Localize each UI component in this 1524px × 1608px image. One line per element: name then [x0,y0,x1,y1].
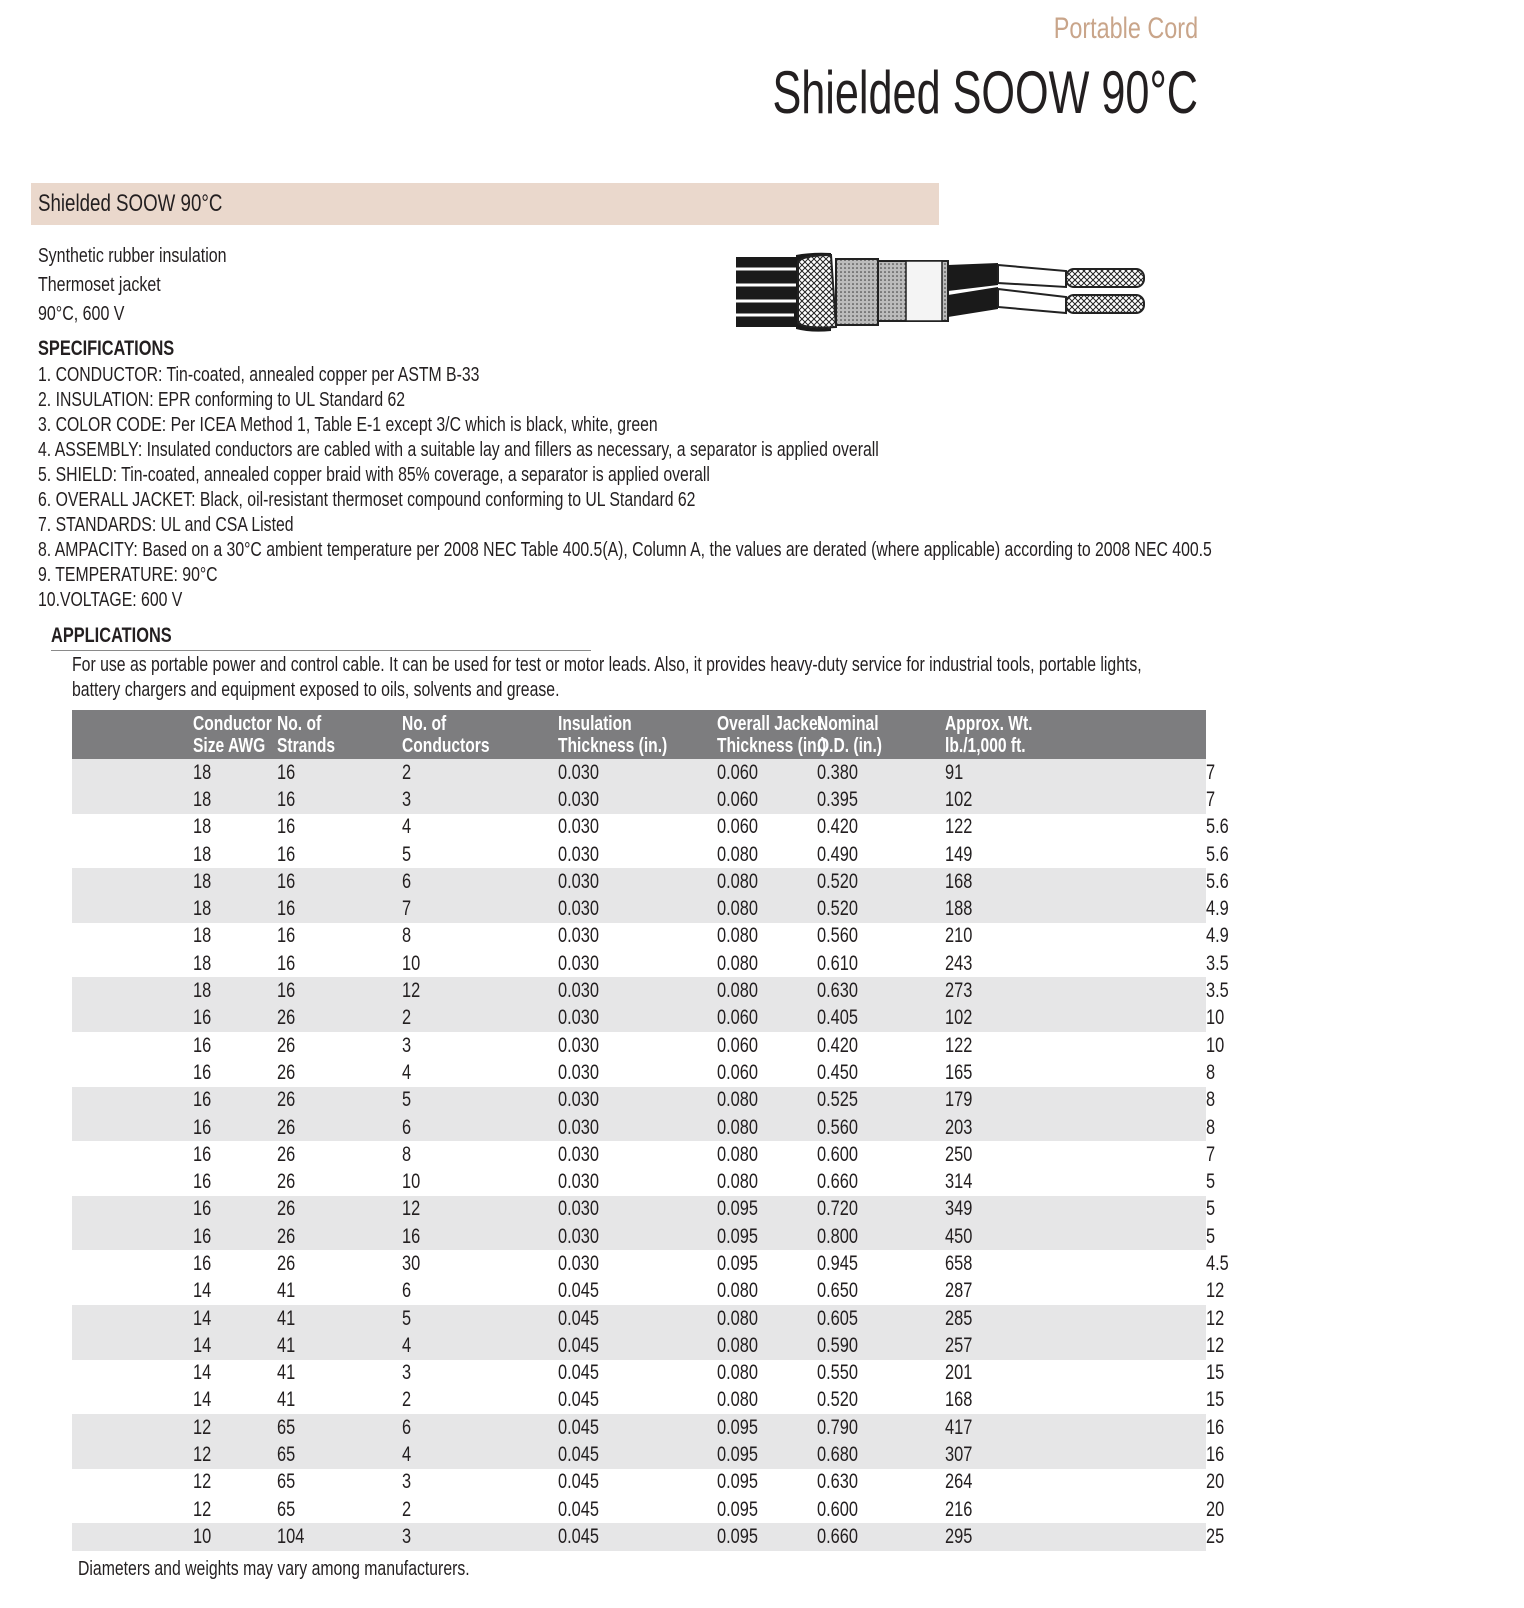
table-cell: 18 [193,977,277,1004]
table-cell: 0.945 [817,1251,858,1275]
table-cell: 0.030 [558,1142,599,1166]
category-label: Portable Cord [1053,12,1198,45]
table-row-spacer [72,1332,193,1359]
table-cell: 285 [945,1305,1206,1332]
table-cell: 18 [193,759,277,786]
table-cell: 3 [402,786,558,813]
table-cell: 16 [193,1060,212,1084]
table-cell: 0.490 [817,842,858,866]
table-cell: 122 [945,1033,973,1057]
table-cell: 7 [402,895,558,922]
table-cell: 2 [402,1497,412,1521]
table-row: 14 41 6 0.045 0.080 0.650 287 12 [72,1278,1206,1305]
table-cell: 16 [277,951,296,975]
table-cell: 16 [193,1223,277,1250]
table-cell: 16 [193,1033,212,1057]
table-cell: 16 [193,1087,277,1114]
table-cell: 104 [277,1523,402,1550]
table-row: 14 41 4 0.045 0.080 0.590 257 12 [72,1332,1206,1359]
table-cell: 0.030 [558,868,717,895]
table-cell: 16 [277,759,402,786]
table-row: 18 16 7 0.030 0.080 0.520 188 4.9 [72,895,1206,922]
table-row: 14 41 5 0.045 0.080 0.605 285 12 [72,1305,1206,1332]
spec-item: 3. COLOR CODE: Per ICEA Method 1, Table E-1 except 3/C which is black, white, green [38,414,658,436]
table-cell: 5 [402,1087,558,1114]
feature-line: 90°C, 600 V [38,303,125,325]
table-cell: 0.030 [558,951,599,975]
table-cell: 26 [277,1087,402,1114]
table-cell: 26 [277,1005,402,1032]
cable-spec-table [72,710,1229,1551]
table-cell: 6 [402,1114,558,1141]
table-cell: 10 [193,1523,277,1550]
table-cell: 0.650 [817,1279,858,1303]
table-cell: 4 [402,1441,558,1468]
table-cell: 14 [193,1279,212,1303]
table-cell: 0.060 [717,786,817,813]
table-cell: 0.045 [558,1361,599,1385]
table-cell: 18 [193,842,212,866]
table-row: 16 26 4 0.030 0.060 0.450 165 8 [72,1059,1206,1086]
table-cell: 3 [402,1470,412,1494]
applications-heading: APPLICATIONS [51,624,172,647]
table-cell: 0.080 [717,1361,758,1385]
table-row: 18 16 10 0.030 0.080 0.610 243 3.5 [72,950,1206,977]
table-cell: 0.030 [558,977,717,1004]
table-cell: 0.405 [817,1005,945,1032]
table-cell: 14 [193,1305,277,1332]
table-cell: 168 [945,868,1206,895]
table-cell: 0.045 [558,1523,717,1550]
table-row-spacer [72,1168,193,1195]
table-cell: 203 [945,1114,1206,1141]
table-cell: 0.080 [717,868,817,895]
table-cell: 0.030 [558,1087,717,1114]
table-cell: 0.095 [717,1196,817,1223]
table-cell: 0.395 [817,786,945,813]
table-cell: 0.060 [717,1060,758,1084]
table-cell: 188 [945,895,1206,922]
table-cell: 149 [945,842,973,866]
specifications-list [38,364,1524,614]
table-cell: 0.520 [817,895,945,922]
table-cell: 16 [193,1114,277,1141]
table-cell: 122 [945,815,973,839]
table-header-spacer [72,710,193,759]
table-cell: 0.080 [717,951,758,975]
table-row: 16 26 30 0.030 0.095 0.945 658 4.5 [72,1250,1206,1277]
table-cell: 16 [193,1170,212,1194]
table-cell: 26 [277,1114,402,1141]
table-cell: 0.060 [717,1033,758,1057]
table-row-spacer [72,1441,193,1468]
table-cell: 0.550 [817,1361,858,1385]
table-row-spacer [72,786,193,813]
table-cell: 3 [402,1523,558,1550]
table-cell: 0.660 [817,1523,945,1550]
table-cell: 210 [945,924,973,948]
table-row-spacer [72,814,193,841]
footnote: Diameters and weights may vary among manufacturers. [78,1558,470,1580]
table-row-spacer [72,895,193,922]
table-cell: 179 [945,1087,1206,1114]
table-cell: 6 [402,868,558,895]
table-row-spacer [72,977,193,1004]
table-row-spacer [72,950,193,977]
table-cell: 0.060 [717,759,817,786]
table-cell: 0.450 [817,1060,858,1084]
table-cell: 0.030 [558,842,599,866]
spec-item: 8. AMPACITY: Based on a 30°C ambient temperature per 2008 NEC Table 400.5(A), Column A, the values are derated (where applicable) according to 2008 NEC 400.5 [38,539,1212,561]
table-cell: 287 [945,1279,973,1303]
table-cell: 8 [402,1142,412,1166]
table-cell: 314 [945,1170,973,1194]
table-cell: 0.600 [817,1497,858,1521]
table-row-spacer [72,868,193,895]
table-cell: 14 [193,1332,277,1359]
table-cell: 0.095 [717,1251,758,1275]
table-row: 16 26 5 0.030 0.080 0.525 179 8 [72,1087,1206,1114]
column-header: No. of Conductors [402,710,558,759]
column-header: Insulation Thickness (in.) [558,710,717,759]
spec-item: 10.VOLTAGE: 600 V [38,589,183,611]
table-cell: 16 [277,924,296,948]
table-cell: 18 [193,951,212,975]
table-cell: 0.560 [817,1114,945,1141]
table-cell: 0.045 [558,1497,599,1521]
table-row: 16 26 8 0.030 0.080 0.600 250 7 [72,1141,1206,1168]
table-cell: 91 [945,759,1206,786]
table-cell: 2 [402,1388,412,1412]
table-row: 12 65 3 0.045 0.095 0.630 264 20 [72,1469,1206,1496]
table-cell: 16 [277,977,402,1004]
table-cell: 16 [277,895,402,922]
table-cell: 0.045 [558,1305,717,1332]
table-cell: 41 [277,1361,296,1385]
table-cell: 0.045 [558,1414,717,1441]
column-header: Conductor Size AWG [193,710,277,759]
table-cell: 0.080 [717,1279,758,1303]
table-cell: 0.790 [817,1414,945,1441]
table-cell: 0.520 [817,1388,858,1412]
table-cell: 16 [193,1005,277,1032]
table-row-spacer [72,1278,193,1305]
table-row-spacer [72,1005,193,1032]
table-cell: 18 [193,786,277,813]
table-row: 16 26 12 0.030 0.095 0.720 349 5 [72,1196,1206,1223]
table-cell: 18 [193,895,277,922]
table-cell: 12 [193,1470,212,1494]
table-cell: 4 [402,1060,412,1084]
table-cell: 0.560 [817,924,858,948]
table-cell: 0.045 [558,1441,717,1468]
applications-divider [51,650,591,651]
table-cell: 0.080 [717,1170,758,1194]
table-cell: 0.095 [717,1523,817,1550]
table-cell: 65 [277,1470,296,1494]
table-cell: 0.045 [558,1388,599,1412]
column-header: Overall Jacket Thickness (in.) [717,710,817,759]
table-cell: 41 [277,1332,402,1359]
table-cell: 0.030 [558,1005,717,1032]
spec-item: 6. OVERALL JACKET: Black, oil-resistant thermoset compound conforming to UL Standard 62 [38,489,696,511]
table-cell: 0.095 [717,1441,817,1468]
table-row-spacer [72,1414,193,1441]
table-cell: 4 [402,815,412,839]
table-cell: 12 [193,1441,277,1468]
spec-item: 5. SHIELD: Tin-coated, annealed copper braid with 85% coverage, a separator is applied overall [38,464,710,486]
table-row-spacer [72,1496,193,1523]
table-cell: 16 [277,868,402,895]
table-row: 14 41 2 0.045 0.080 0.520 168 15 [72,1387,1206,1414]
table-cell: 0.030 [558,759,717,786]
table-cell: 102 [945,1005,1206,1032]
table-row-spacer [72,759,193,786]
table-cell: 658 [945,1251,973,1275]
table-cell: 5 [402,1305,558,1332]
table-cell: 0.095 [717,1470,758,1494]
table-cell: 16 [402,1223,558,1250]
table-cell: 295 [945,1523,1206,1550]
table-cell: 26 [277,1033,296,1057]
table-cell: 0.600 [817,1142,858,1166]
table-row-spacer [72,1360,193,1387]
table-cell: 6 [402,1279,412,1303]
table-cell: 0.030 [558,1114,717,1141]
table-row-spacer [72,1523,193,1550]
table-cell: 243 [945,951,973,975]
table-cell: 0.080 [717,842,758,866]
cable-cutaway-illustration [736,247,1166,337]
spec-item: 4. ASSEMBLY: Insulated conductors are cabled with a suitable lay and fillers as necessary, a separator is applied overall [38,439,879,461]
table-cell: 257 [945,1332,1206,1359]
table-cell: 12 [193,1497,212,1521]
table-cell: 0.095 [717,1223,817,1250]
table-cell: 3 [402,1033,412,1057]
table-cell: 0.030 [558,1251,599,1275]
applications-text: For use as portable power and control cable. It can be used for test or motor leads. Also, it provides heavy-duty service for industrial tools, portable lights, battery chargers and equipment exposed to oils, solvents and grease. [72,654,1142,701]
table-row: 18 16 2 0.030 0.060 0.380 91 7 [72,759,1206,786]
table-cell: 3 [402,1361,412,1385]
table-cell: 16 [193,1251,212,1275]
table-cell: 4 [402,1332,558,1359]
table-row: 16 26 3 0.030 0.060 0.420 122 10 [72,1032,1206,1059]
table-row: 10 104 3 0.045 0.095 0.660 295 25 [72,1523,1206,1550]
table-cell: 0.605 [817,1305,945,1332]
spec-item: 7. STANDARDS: UL and CSA Listed [38,514,294,536]
table-cell: 0.080 [717,1087,817,1114]
table-row-spacer [72,1059,193,1086]
table-cell: 0.080 [717,1305,817,1332]
spec-item: 2. INSULATION: EPR conforming to UL Standard 62 [38,389,406,411]
table-cell: 0.080 [717,1388,758,1412]
table-cell: 5 [402,842,412,866]
table-row: 12 65 4 0.045 0.095 0.680 307 16 [72,1441,1206,1468]
table-cell: 0.095 [717,1497,758,1521]
table-row-spacer [72,841,193,868]
table-cell: 10 [402,1170,421,1194]
table-cell: 41 [277,1388,296,1412]
table-cell: 0.045 [558,1279,599,1303]
table-cell: 102 [945,786,1206,813]
table-cell: 0.720 [817,1196,945,1223]
table-row-spacer [72,1250,193,1277]
table-cell: 0.800 [817,1223,945,1250]
table-cell: 26 [277,1196,402,1223]
page-title: Shielded SOOW 90°C [772,59,1198,126]
table-cell: 168 [945,1388,973,1412]
table-cell: 349 [945,1196,1206,1223]
table-row: 16 26 6 0.030 0.080 0.560 203 8 [72,1114,1206,1141]
table-row-spacer [72,1087,193,1114]
table-cell: 10 [402,951,421,975]
column-header: Approx. Wt. lb./1,000 ft. [945,710,1206,759]
table-cell: 26 [277,1170,296,1194]
table-row: 16 26 16 0.030 0.095 0.800 450 5 [72,1223,1206,1250]
table-row-spacer [72,1387,193,1414]
table-cell: 14 [193,1361,212,1385]
table-cell: 12 [193,1414,277,1441]
table-row: 18 16 5 0.030 0.080 0.490 149 5.6 [72,841,1206,868]
table-row-spacer [72,1223,193,1250]
column-header: Nominal O.D. (in.) [817,710,945,759]
table-cell: 0.045 [558,1332,717,1359]
table-cell: 0.610 [817,951,858,975]
table-row: 18 16 4 0.030 0.060 0.420 122 5.6 [72,814,1206,841]
table-cell: 0.030 [558,1170,599,1194]
table-cell: 0.080 [717,895,817,922]
table-row: 12 65 6 0.045 0.095 0.790 417 16 [72,1414,1206,1441]
table-cell: 0.030 [558,1033,599,1057]
table-row: 14 41 3 0.045 0.080 0.550 201 15 [72,1360,1206,1387]
table-cell: 18 [193,815,212,839]
table-cell: 0.045 [558,1470,599,1494]
table-cell: 0.525 [817,1087,945,1114]
table-row-spacer [72,1305,193,1332]
table-cell: 0.420 [817,815,858,839]
table-cell: 26 [277,1142,296,1166]
table-cell: 0.630 [817,977,945,1004]
table-cell: 12 [402,1196,558,1223]
section-title-bar [31,183,939,225]
table-cell: 65 [277,1441,402,1468]
table-cell: 26 [277,1251,296,1275]
feature-line: Synthetic rubber insulation [38,245,227,267]
table-cell: 26 [277,1060,296,1084]
table-row-spacer [72,923,193,950]
column-header: No. of Strands [277,710,402,759]
table-cell: 0.030 [558,1196,717,1223]
table-cell: 0.420 [817,1033,858,1057]
table-header-row [72,710,1206,759]
table-cell: 0.030 [558,924,599,948]
table-cell: 18 [193,924,212,948]
table-cell: 41 [277,1305,402,1332]
table-cell: 2 [402,759,558,786]
table-cell: 16 [277,842,296,866]
table-cell: 16 [193,1196,277,1223]
table-cell: 307 [945,1441,1206,1468]
table-row-spacer [72,1469,193,1496]
table-cell: 250 [945,1142,973,1166]
table-cell: 0.030 [558,895,717,922]
table-cell: 201 [945,1361,973,1385]
table-row-spacer [72,1032,193,1059]
section-title: Shielded SOOW 90°C [38,190,223,217]
table-cell: 0.030 [558,815,599,839]
table-cell: 0.080 [717,977,817,1004]
table-cell: 8 [402,924,412,948]
table-cell: 0.080 [717,924,758,948]
table-cell: 0.060 [717,815,758,839]
table-cell: 273 [945,977,1206,1004]
spec-item: 1. CONDUCTOR: Tin-coated, annealed copper per ASTM B-33 [38,364,480,386]
table-cell: 0.095 [717,1414,817,1441]
table-cell: 0.590 [817,1332,945,1359]
specifications-heading: SPECIFICATIONS [38,337,175,360]
table-row: 12 65 2 0.045 0.095 0.600 216 20 [72,1496,1206,1523]
feature-line: Thermoset jacket [38,274,161,296]
table-cell: 65 [277,1497,296,1521]
table-cell: 0.030 [558,786,717,813]
table-cell: 417 [945,1414,1206,1441]
table-row: 18 16 3 0.030 0.060 0.395 102 7 [72,786,1206,813]
table-cell: 30 [402,1251,421,1275]
table-cell: 0.660 [817,1170,858,1194]
table-cell: 0.060 [717,1005,817,1032]
table-cell: 16 [277,815,296,839]
table-cell: 12 [402,977,558,1004]
table-cell: 26 [277,1223,402,1250]
table-row: 18 16 12 0.030 0.080 0.630 273 3.5 [72,977,1206,1004]
table-cell: 0.380 [817,759,945,786]
table-row: 16 26 2 0.030 0.060 0.405 102 10 [72,1005,1206,1032]
table-cell: 165 [945,1060,973,1084]
table-cell: 0.030 [558,1223,717,1250]
table-row: 16 26 10 0.030 0.080 0.660 314 5 [72,1168,1206,1195]
table-cell: 0.030 [558,1060,599,1084]
spec-item: 9. TEMPERATURE: 90°C [38,564,218,586]
table-cell: 0.520 [817,868,945,895]
table-cell: 2 [402,1005,558,1032]
table-cell: 264 [945,1470,973,1494]
table-cell: 18 [193,868,277,895]
table-cell: 16 [277,786,402,813]
table-cell: 0.080 [717,1114,817,1141]
table-cell: 0.630 [817,1470,858,1494]
table-row: 18 16 6 0.030 0.080 0.520 168 5.6 [72,868,1206,895]
table-cell: 41 [277,1279,296,1303]
table-cell: 216 [945,1497,973,1521]
table-cell: 6 [402,1414,558,1441]
table-cell: 0.080 [717,1142,758,1166]
table-cell: 65 [277,1414,402,1441]
table-cell: 0.080 [717,1332,817,1359]
table-row: 18 16 8 0.030 0.080 0.560 210 4.9 [72,923,1206,950]
table-cell: 0.680 [817,1441,945,1468]
table-row-spacer [72,1141,193,1168]
table-row-spacer [72,1196,193,1223]
table-cell: 14 [193,1388,212,1412]
table-body [72,759,1229,1551]
table-cell: 450 [945,1223,1206,1250]
table-row-spacer [72,1114,193,1141]
table-cell: 16 [193,1142,212,1166]
